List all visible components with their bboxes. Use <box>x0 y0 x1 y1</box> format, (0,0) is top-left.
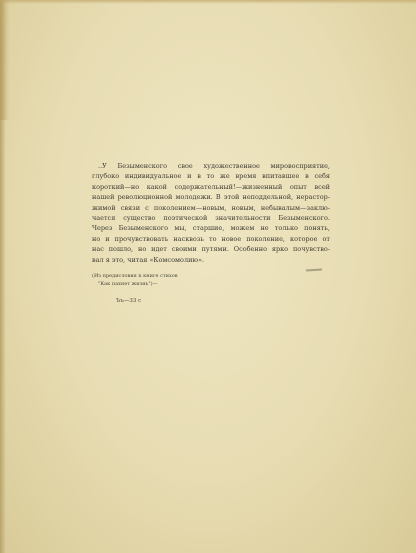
quote-line: чается существо поэтической значительности Безыменского. <box>92 214 330 223</box>
quote-line: нашей революционной молодежи. В этой неподдельной, нерастор- <box>92 193 330 202</box>
quote-line: глубоко индивидуальное и в то же время впитавшее в себя <box>92 172 330 181</box>
quote-line: но и прочувствовать насквозь то новое поколение, которое от <box>92 234 330 243</box>
quote-line: Через Безыменского мы, старшие, можем не только понять, <box>92 224 330 233</box>
pencil-mark <box>306 268 322 271</box>
quote-line: вал я это, читая «Комсомолию». <box>92 255 205 264</box>
quote-line: короткий—но какой содержательный!—жизненный опыт всей <box>92 182 330 191</box>
page-top-edge-shadow <box>0 0 416 4</box>
source-note-line: (Из предисловия к книге стихов <box>92 273 178 279</box>
catalog-code: Ъъ—33 с <box>116 298 142 304</box>
quote-line: жимой связи с поколением—новым, новым, небывалым—заклю- <box>92 203 330 212</box>
source-note <box>92 272 242 288</box>
quote-paragraph <box>92 161 330 265</box>
paper-stain <box>0 0 10 120</box>
source-note-line: "Как пахнет жизнь")— <box>98 281 158 287</box>
quote-line: ..У Безыменского свое художественное мировосприятие, <box>98 162 330 170</box>
quote-line: нас пошло, но идет своими путями. Особенно ярко почувство- <box>92 245 330 254</box>
